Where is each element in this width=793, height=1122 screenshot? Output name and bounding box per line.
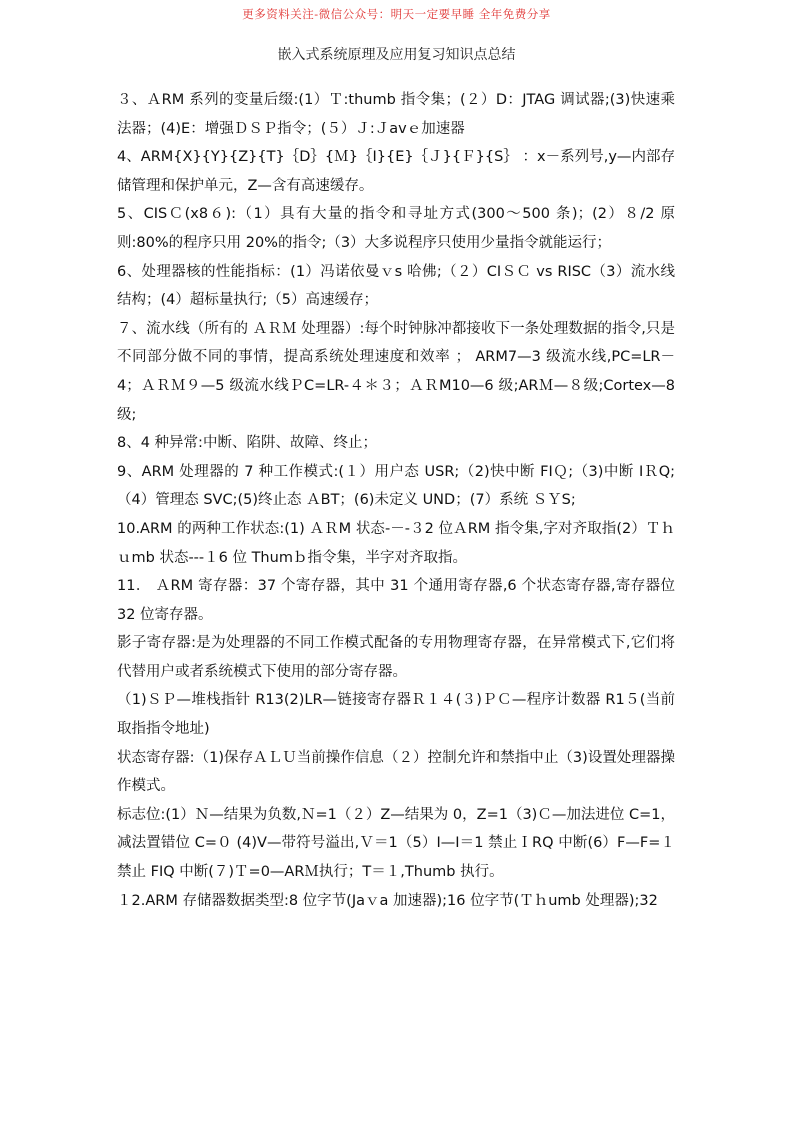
promo-banner: 更多资料关注-微信公众号：明天一定要早睡 全年免费分享 [242, 7, 551, 21]
paragraph-arm-suffixes: ３、ＡRM 系列的变量后缀:(1）Ｔ:thumb 指令集；(２）D：JTAG 调试器;(3)快速乘法器；(4)E：增强ＤＳＰ指令；(５）Ｊ:Ｊavｅ加速器 [117, 92, 675, 137]
paragraph-data-types: １2.ARM 存储器数据类型:8 位字节(Jaｖa 加速器);16 位字节(Ｔｈumb 处理器);32 [117, 892, 658, 909]
paragraph-status-register: 状态寄存器:（1)保存ＡＬＵ当前操作信息（２）控制允许和禁指中止（3)设置处理器操作模式。 [117, 749, 675, 795]
paragraph-work-modes: 9、ARM 处理器的 7 种工作模式:(１）用户态 USR;（2)快中断 FIＱ;（3)中断 IＲQ;（4）管理态 SVC;(5)终止态 ＡBT；(6)未定义 UND；(7）系统 ＳＹS; [117, 463, 675, 509]
paragraph-cisc: 5、CISＣ(x8６):（1）具有大量的指令和寻址方式(300～500 条)；(2）８/2 原则:80%的程序只用 20%的指令;（3）大多说程序只使用少量指令就能运行； [117, 206, 675, 251]
document-body [117, 86, 675, 915]
paragraph-flags: 标志位:(1）Ｎ—结果为负数,Ｎ=1（２）Z—结果为 0，Z=1（3)Ｃ—加法进位 C=1，减法置错位 C=０ (4)V—带符号溢出,Ｖ＝1（5）I—I＝1 禁止ＩRQ 中断(6）F—F=１禁止 FIQ 中断(７)Ｔ=0—ARＭ执行；T＝１,Thumb 执行。 [117, 806, 675, 881]
paragraph-special-registers: （1)ＳＰ—堆栈指针 R13(2)LR—链接寄存器Ｒ１４(３)ＰＣ—程序计数器 R1５(当前取指指令地址) [117, 692, 675, 738]
paragraph-exceptions: 8、4 种异常:中断、陷阱、故障、终止； [117, 435, 377, 452]
paragraph-pipeline: ７、流水线（所有的 ＡＲＭ 处理器）:每个时钟脉冲都接收下一条处理数据的指令,只是不同部分做不同的事情，提高系统处理速度和效率 ； ARM7—3 级流水线,PC=LR－4；ＡＲＭ９—5 级流水线ＰC=LR-４＊３；ＡＲM10—6 级;ARＭ—８级;Cortex—8 级; [117, 320, 675, 423]
paragraph-shadow-registers: 影子寄存器:是为处理器的不同工作模式配备的专用物理寄存器，在异常模式下,它们将代替用户或者系统模式下使用的部分寄存器。 [117, 635, 675, 680]
paragraph-arm-naming: 4、ARM{X}{Y}{Z}{T}｛D｝{Ｍ}｛I}{E}｛Ｊ}{Ｆ}{S｝ ：x－系列号,y—内部存储管理和保护单元，Z—含有高速缓存。 [117, 149, 675, 194]
paragraph-performance: 6、处理器核的性能指标：(1）冯诺依曼ｖs 哈佛;（２）CIＳＣ vs RISC（3）流水线结构；(4）超标量执行;（5）高速缓存； [117, 263, 675, 309]
document-title: 嵌入式系统原理及应用复习知识点总结 [277, 47, 516, 63]
paragraph-registers: 11． ＡRM 寄存器：37 个寄存器，其中 31 个通用寄存器,6 个状态寄存器,寄存器位 32 位寄存器。 [117, 578, 675, 623]
paragraph-work-states: 10.ARM 的两种工作状态:(1) ＡＲM 状态-－-３2 位ＡRM 指令集,字对齐取指(2）Ｔｈｕmb 状态---１6 位 Thumｂ指令集，半字对齐取指。 [117, 520, 675, 566]
